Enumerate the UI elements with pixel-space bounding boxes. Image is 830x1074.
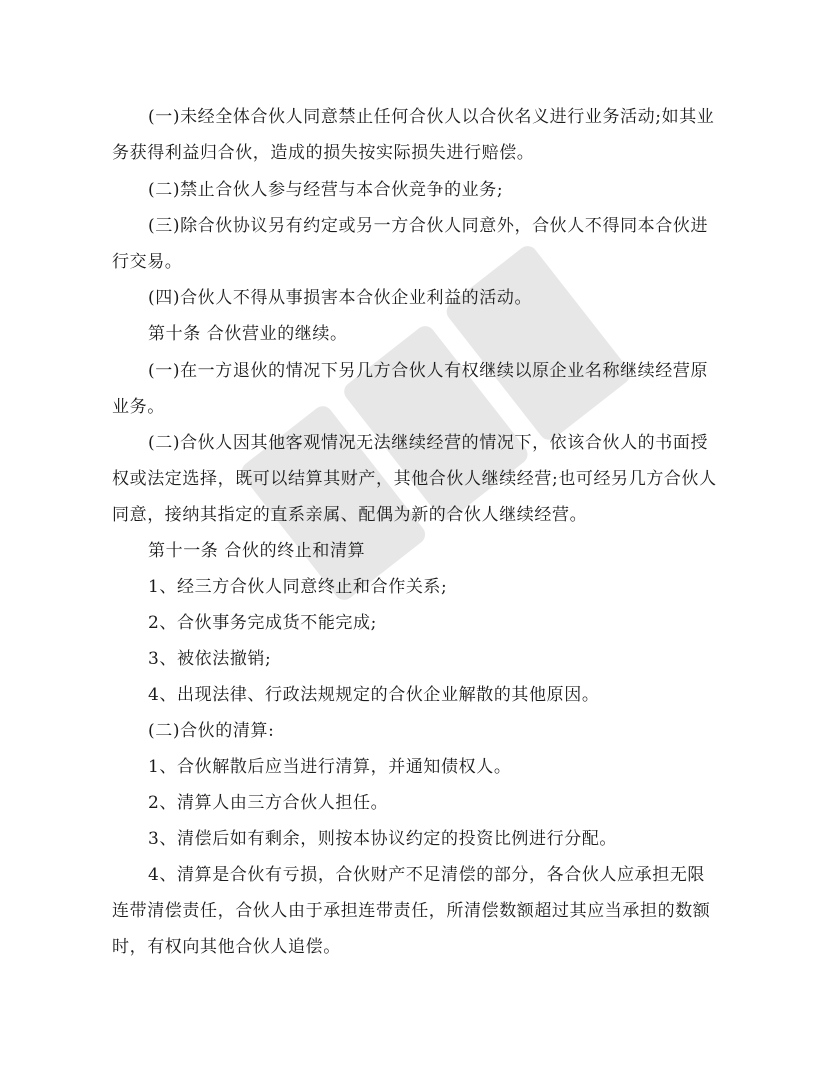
list-item-1: 1、经三方合伙人同意终止和合作关系; [148,577,448,597]
clearing-item-3: 3、清偿后如有剩余，则按本协议约定的投资比例进行分配。 [148,829,618,849]
paragraph-3: (三)除合伙协议另有约定或另一方合伙人同意外，合伙人不得同本合伙进行交易。 [112,216,709,272]
section-heading-10: 第十条 合伙营业的继续。 [148,324,348,344]
list-item-2: 2、合伙事务完成货不能完成; [148,613,377,633]
clearing-item-1: 1、合伙解散后应当进行清算，并通知债权人。 [148,757,512,777]
paragraph-5: (一)在一方退伙的情况下另几方合伙人有权继续以原企业名称继续经营原业务。 [112,361,709,417]
clearing-item-2: 2、清算人由三方合伙人担任。 [148,793,389,813]
paragraph-6: (二)合伙人因其他客观情况无法继续经营的情况下，依该合伙人的书面授权或法定选择，既可以结算其财产，其他合伙人继续经营;也可经另几方合伙人同意，接纳其指定的直系亲属、配偶为新的合伙人继续经营。 [112,433,717,525]
list-item-3: 3、被依法撤销; [148,649,272,669]
paragraph-2: (二)禁止合伙人参与经营与本合伙竞争的业务; [148,180,504,200]
subsection-heading: (二)合伙的清算: [148,721,275,741]
paragraph-4: (四)合伙人不得从事损害本合伙企业利益的活动。 [148,288,533,308]
paragraph-1: (一)未经全体合伙人同意禁止任何合伙人以合伙名义进行业务活动;如其业务获得利益归合伙，造成的损失按实际损失进行赔偿。 [112,107,715,163]
clearing-item-4: 4、清算是合伙有亏损，合伙财产不足清偿的部分，各合伙人应承担无限连带清偿责任，合伙人由于承担连带责任，所清偿数额超过其应当承担的数额时，有权向其他合伙人追偿。 [112,865,711,957]
list-item-4: 4、出现法律、行政法规规定的合伙企业解散的其他原因。 [148,685,600,705]
section-heading-11: 第十一条 合伙的终止和清算 [148,541,366,561]
